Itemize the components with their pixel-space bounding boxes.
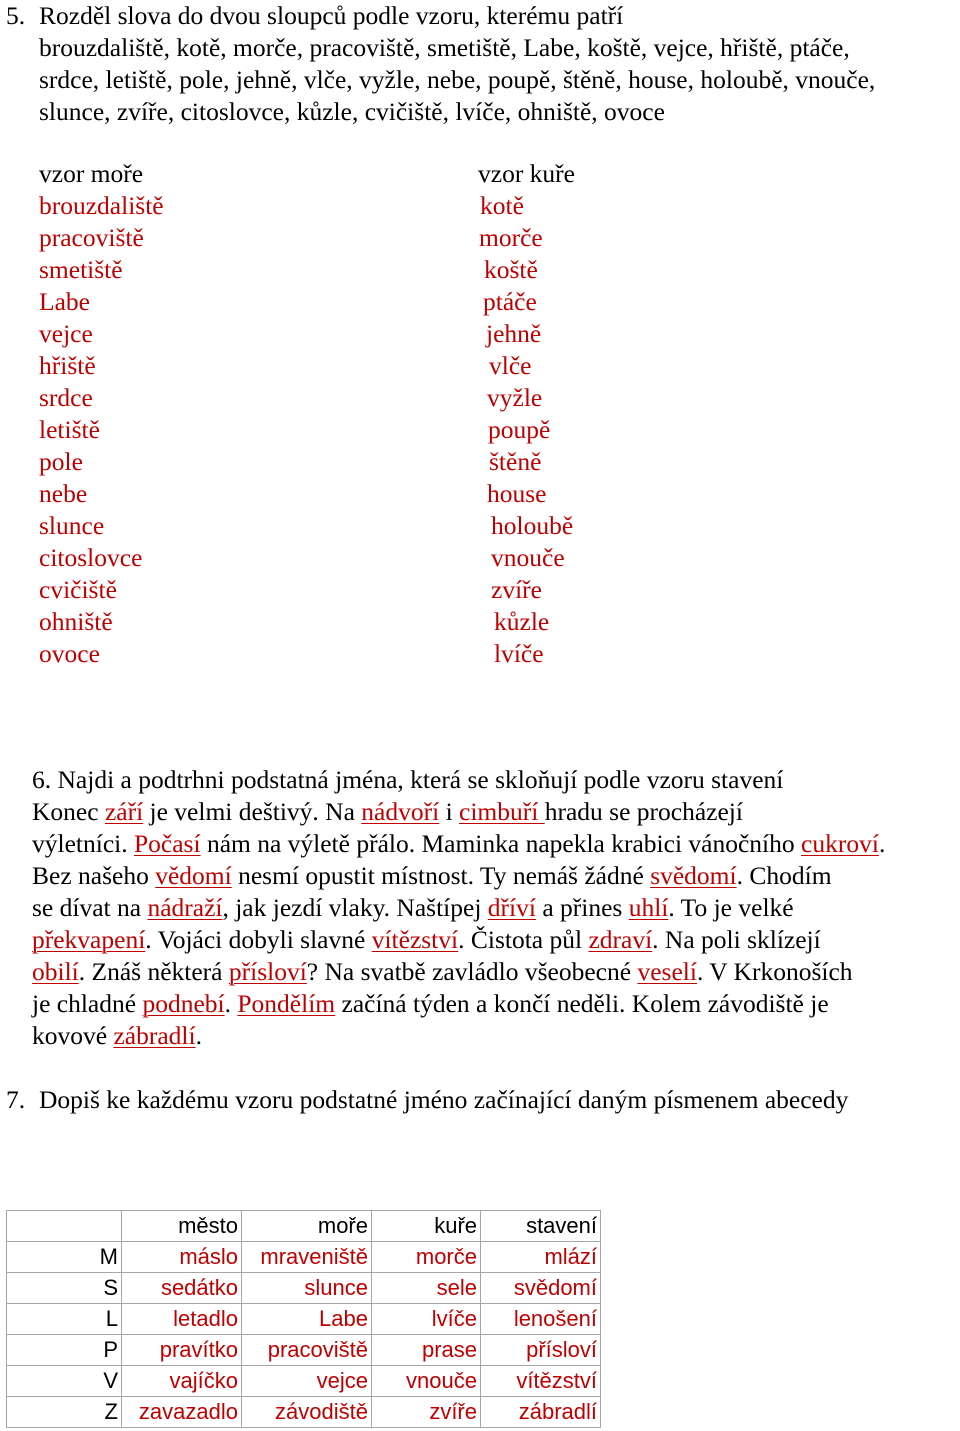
underlined-noun: uhlí — [628, 893, 669, 922]
column-heading: vzor kuře — [478, 159, 575, 188]
table-row — [7, 1304, 601, 1335]
sentence-text: . Chodím — [736, 861, 832, 890]
underlined-noun: cimbuří — [459, 797, 545, 826]
pattern-table — [6, 1210, 601, 1428]
table-answer-cell: přísloví — [481, 1335, 601, 1366]
table-letter-cell: P — [7, 1335, 122, 1366]
sentence-text: . To je velké — [668, 893, 794, 922]
table-answer-cell: zavazadlo — [122, 1397, 242, 1428]
task5-word-list-line: brouzdaliště, kotě, morče, pracoviště, smetiště, Labe, koště, vejce, hřiště, ptáče, — [39, 33, 850, 62]
task5-number: 5. — [6, 1, 26, 30]
column-word: vyžle — [487, 383, 543, 412]
underlined-noun: Počasí — [133, 829, 201, 858]
sentence-text: . Čistota půl — [458, 925, 589, 954]
sentence-text: výletníci. — [32, 829, 134, 858]
table-letter-cell: Z — [7, 1397, 122, 1428]
task7-instruction: Dopiš ke každému vzoru podstatné jméno začínající daným písmenem abecedy — [39, 1085, 849, 1114]
paragraph-line — [32, 796, 957, 828]
column-word: lvíče — [494, 639, 544, 668]
underlined-noun: Pondělím — [237, 989, 336, 1018]
underlined-noun: nádraží — [147, 893, 223, 922]
column-word: cvičiště — [39, 575, 117, 604]
table-letter-cell: S — [7, 1273, 122, 1304]
task6-paragraph — [32, 764, 957, 1052]
underlined-noun: vědomí — [155, 861, 232, 890]
column-word: pole — [39, 447, 83, 476]
sentence-text: nám na výletě přálo. Maminka napekla krabici vánočního — [200, 829, 802, 858]
sentence-text: . Na poli sklízejí — [652, 925, 821, 954]
paragraph-line — [32, 924, 957, 956]
underlined-noun: zdraví — [588, 925, 653, 954]
table-header-cell: kuře — [372, 1211, 481, 1242]
paragraph-line — [32, 828, 957, 860]
sentence-text: se dívat na — [32, 893, 148, 922]
table-answer-cell: slunce — [242, 1273, 372, 1304]
column-vzor-kure — [478, 158, 575, 670]
sentence-text: i — [439, 797, 460, 826]
column-vzor-more — [39, 158, 164, 670]
column-word: štěně — [489, 447, 542, 476]
task5-word-list-line: slunce, zvíře, citoslovce, kůzle, cvičiště, lvíče, ohniště, ovoce — [39, 97, 665, 126]
column-word: hřiště — [39, 351, 96, 380]
table-answer-cell: máslo — [122, 1242, 242, 1273]
sentence-text: Bez našeho — [32, 861, 156, 890]
table-answer-cell: lvíče — [372, 1304, 481, 1335]
underlined-noun: překvapení — [32, 925, 146, 954]
paragraph-line — [32, 988, 957, 1020]
column-word: citoslovce — [39, 543, 143, 572]
table-answer-cell: závodiště — [242, 1397, 372, 1428]
table-answer-cell: Labe — [242, 1304, 372, 1335]
sentence-text: . Vojáci dobyli slavné — [145, 925, 372, 954]
table-answer-cell: vajíčko — [122, 1366, 242, 1397]
column-word: kotě — [480, 191, 524, 220]
sentence-text: 6. Najdi a podtrhni podstatná jména, která se skloňují podle vzoru stavení — [32, 765, 784, 794]
column-word: vlče — [489, 351, 532, 380]
paragraph-line — [32, 764, 957, 796]
sentence-text: je chladné — [32, 989, 143, 1018]
table-answer-cell: lenošení — [481, 1304, 601, 1335]
table-header-row — [7, 1211, 601, 1242]
column-word: ovoce — [39, 639, 100, 668]
table-header-cell: moře — [242, 1211, 372, 1242]
sentence-text: ? Na svatbě zavládlo všeobecné — [306, 957, 638, 986]
table-answer-cell: vnouče — [372, 1366, 481, 1397]
table-row — [7, 1273, 601, 1304]
task7-number: 7. — [6, 1085, 26, 1114]
column-heading: vzor moře — [39, 159, 144, 188]
table-letter-cell: V — [7, 1366, 122, 1397]
column-word: koště — [484, 255, 538, 284]
column-word: zvíře — [491, 575, 542, 604]
sentence-text: začíná týden a končí neděli. Kolem závodiště je — [335, 989, 829, 1018]
table-answer-cell: prase — [372, 1335, 481, 1366]
column-word: vejce — [39, 319, 93, 348]
table-letter-cell: M — [7, 1242, 122, 1273]
underlined-noun: veselí — [637, 957, 697, 986]
paragraph-line — [32, 956, 957, 988]
sentence-text: hradu se procházejí — [544, 797, 743, 826]
column-word: pracoviště — [39, 223, 144, 252]
sentence-text: je velmi deštivý. Na — [143, 797, 362, 826]
underlined-noun: svědomí — [650, 861, 737, 890]
column-word: morče — [479, 223, 543, 252]
table-answer-cell: morče — [372, 1242, 481, 1273]
column-word: ptáče — [483, 287, 537, 316]
table-row — [7, 1335, 601, 1366]
table-letter-cell: L — [7, 1304, 122, 1335]
column-word: jehně — [486, 319, 542, 348]
sentence-text: kovové — [32, 1021, 114, 1050]
table-answer-cell: svědomí — [481, 1273, 601, 1304]
table-row — [7, 1366, 601, 1397]
column-word: Labe — [39, 287, 90, 316]
sentence-text: . Znáš některá — [78, 957, 229, 986]
underlined-noun: podnebí — [142, 989, 225, 1018]
underlined-noun: zábradlí — [113, 1021, 196, 1050]
sentence-text: . — [878, 829, 886, 858]
underlined-noun: nádvoří — [361, 797, 440, 826]
table-answer-cell: vejce — [242, 1366, 372, 1397]
underlined-noun: cukroví — [801, 829, 879, 858]
column-word: letiště — [39, 415, 100, 444]
column-word: srdce — [39, 383, 93, 412]
underlined-noun: obilí — [32, 957, 79, 986]
sentence-text: a přines — [535, 893, 629, 922]
column-word: brouzdaliště — [39, 191, 164, 220]
task5-instruction: Rozděl slova do dvou sloupců podle vzoru, kterému patří — [39, 1, 624, 30]
table-answer-cell: mlází — [481, 1242, 601, 1273]
table-row — [7, 1397, 601, 1428]
table-answer-cell: pracoviště — [242, 1335, 372, 1366]
sentence-text: . — [195, 1021, 202, 1050]
column-word: vnouče — [491, 543, 565, 572]
underlined-noun: září — [104, 797, 144, 826]
table-answer-cell: zábradlí — [481, 1397, 601, 1428]
sentence-text: , jak jezdí vlaky. Naštípej — [222, 893, 488, 922]
column-word: house — [487, 479, 547, 508]
sentence-text: . V Krkonoších — [696, 957, 853, 986]
table-answer-cell: vítězství — [481, 1366, 601, 1397]
column-word: ohniště — [39, 607, 113, 636]
table-answer-cell: zvíře — [372, 1397, 481, 1428]
sentence-text: nesmí opustit místnost. Ty nemáš žádné — [231, 861, 651, 890]
table-header-cell: město — [122, 1211, 242, 1242]
task5-word-list-line: srdce, letiště, pole, jehně, vlče, vyžle, nebe, poupě, štěně, house, holoubě, vnouče, — [39, 65, 876, 94]
table-answer-cell: letadlo — [122, 1304, 242, 1335]
paragraph-line — [32, 860, 957, 892]
table-header-cell — [7, 1211, 122, 1242]
sentence-text: . — [224, 989, 238, 1018]
column-word: smetiště — [39, 255, 123, 284]
column-word: kůzle — [494, 607, 550, 636]
paragraph-line — [32, 892, 957, 924]
table-answer-cell: mraveniště — [242, 1242, 372, 1273]
paragraph-line — [32, 1020, 957, 1052]
column-word: holoubě — [491, 511, 574, 540]
underlined-noun: vítězství — [371, 925, 459, 954]
underlined-noun: dříví — [487, 893, 536, 922]
column-word: poupě — [488, 415, 551, 444]
underlined-noun: přísloví — [228, 957, 307, 986]
table-answer-cell: sele — [372, 1273, 481, 1304]
table-header-cell: stavení — [481, 1211, 601, 1242]
sentence-text: Konec — [32, 797, 105, 826]
column-word: nebe — [39, 479, 88, 508]
table-answer-cell: sedátko — [122, 1273, 242, 1304]
column-word: slunce — [39, 511, 105, 540]
table-answer-cell: pravítko — [122, 1335, 242, 1366]
table-row — [7, 1242, 601, 1273]
